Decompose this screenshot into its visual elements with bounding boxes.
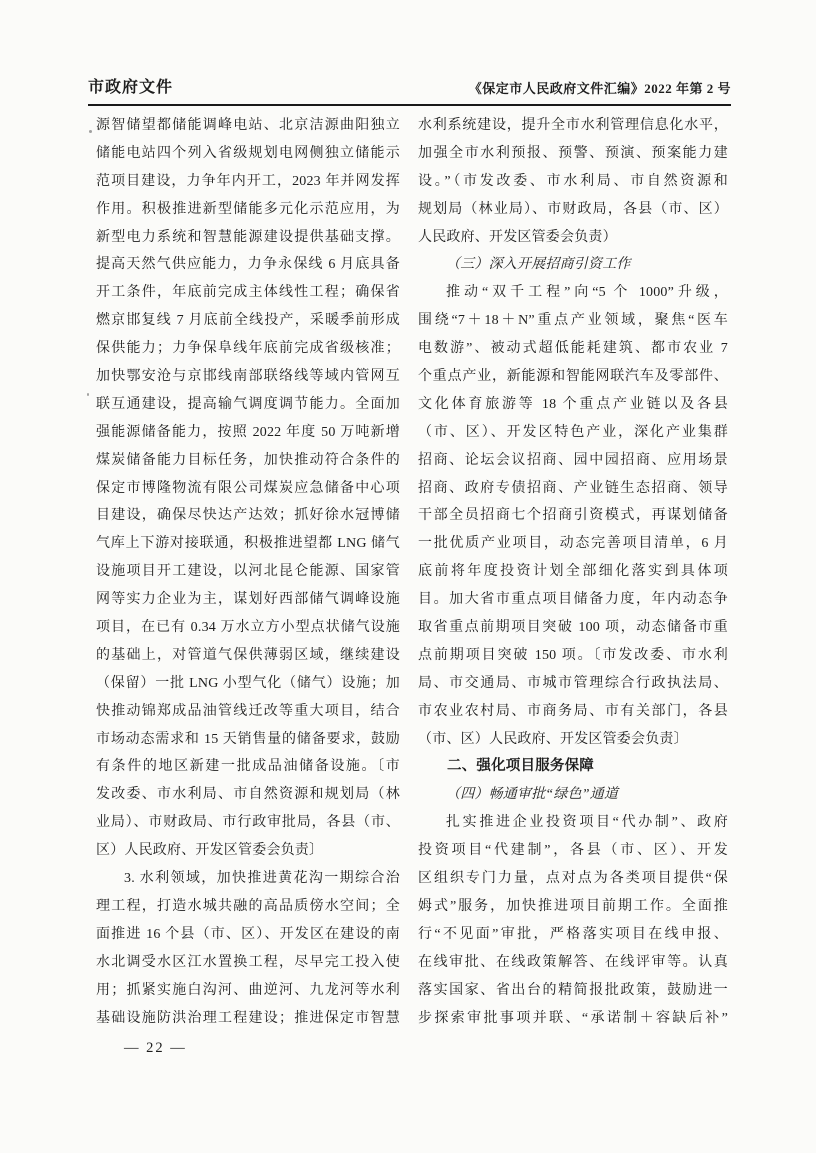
text-line: 干部全员招商七个招商引资模式，再谋划储备	[418, 508, 728, 524]
document-category-label: 市政府文件	[88, 79, 174, 96]
text-line: 设施项目开工建设，以河北昆仑能源、国家管	[96, 564, 400, 580]
text-line: 设。”（市发改委、市水利局、市自然资源和	[418, 173, 728, 189]
text-line: 联互通建设，提高输气调度调节能力。全面加	[96, 396, 400, 412]
text-line: 基础设施防洪治理工程建设；推进保定市智慧	[96, 1010, 400, 1026]
text-line: 保供能力；力争保阜线年底前完成省级核准；	[96, 341, 400, 357]
text-line: 落实国家、省出台的精简报批政策，鼓励进一	[418, 982, 728, 998]
text-line: 新型电力系统和智慧能源建设提供基础支撑。	[96, 229, 400, 245]
text-line: 有条件的地区新建一批成品油储备设施。〔市	[96, 759, 400, 775]
text-line: 强能源储备能力，按照 2022 年度 50 万吨新增	[96, 424, 400, 440]
text-line: 用；抓紧实施白沟河、曲逆河、九龙河等水利	[96, 982, 400, 998]
text-line: 市场动态需求和 15 天销售量的储备要求，鼓励	[96, 731, 400, 747]
text-line: （保留）一批 LNG 小型气化（储气）设施；加	[96, 675, 400, 691]
text-line: 规划局（林业局）、市财政局，各县（市、区）	[418, 201, 728, 217]
document-body	[96, 112, 728, 1032]
page-number: — 22 —	[124, 1040, 187, 1056]
text-line: 理工程，打造水城共融的高品质傍水空间；全	[96, 898, 400, 914]
text-line: 网等实力企业为主，谋划好西部储气调峰设施	[96, 592, 400, 608]
right-text-column	[418, 112, 728, 1032]
text-line: 面推进 16 个县（市、区）、开发区在建设的南	[96, 926, 400, 942]
text-line: 源智储望都储能调峰电站、北京洁源曲阳独立	[96, 118, 400, 133]
text-line: 目建设，确保尽快达产达效；抓好徐水冠博储	[96, 508, 400, 524]
page-header	[88, 74, 731, 106]
text-line: 一批优质产业项目，动态完善项目清单，6 月	[418, 536, 728, 552]
text-line: 推动“双千工程”向“5 个 1000”升级，	[446, 285, 728, 301]
text-line: 区）人民政府、开发区管委会负责〕	[96, 843, 324, 859]
text-line: 发改委、市水利局、市自然资源和规划局（林	[96, 787, 400, 803]
text-line: 人民政府、开发区管委会负责）	[418, 229, 617, 245]
text-line: 储能电站四个列入省级规划电网侧独立储能示	[96, 145, 400, 161]
text-line: 文化体育旅游等 18 个重点产业链以及各县	[418, 396, 728, 412]
text-line: 气库上下游对接联通，积极推进望都 LNG 储气	[96, 536, 400, 552]
text-line: 底前将年度投资计划全部细化落实到具体项	[418, 564, 728, 580]
text-line: 燃京邯复线 7 月底前全线投产，采暖季前形成	[96, 313, 400, 329]
text-line: 电数游”、被动式超低能耗建筑、都市农业 7	[418, 341, 728, 357]
text-line: 3. 水利领域，加快推进黄花沟一期综合治	[124, 871, 400, 887]
text-line: 加快鄂安沧与京邯线南部联络线等域内管网互	[96, 369, 400, 385]
text-line: 快推动锦郑成品油管线迁改等重大项目，结合	[96, 703, 400, 719]
left-text-column	[96, 112, 400, 1032]
text-line: （三）深入开展招商引资工作	[446, 257, 631, 273]
text-line: 水北调受水区江水置换工程，尽早完工投入使	[96, 954, 400, 970]
text-line: 水利系统建设，提升全市水利管理信息化水平，	[418, 118, 728, 133]
scan-speck	[87, 393, 89, 396]
text-line: 业局）、市财政局、市行政审批局，各县（市、	[96, 815, 400, 831]
text-line: 取省重点前期项目突破 100 项，动态储备市重	[418, 620, 728, 636]
text-line: 个重点产业，新能源和智能网联汽车及零部件、	[418, 369, 728, 385]
text-line: （市、区）、开发区特色产业，深化产业集群	[418, 424, 728, 440]
text-line: 二、强化项目服务保障	[447, 758, 594, 775]
text-line: 区组织专门力量，点对点为各类项目提供“保	[418, 871, 728, 887]
text-line: 保定市博隆物流有限公司煤炭应急储备中心项	[96, 480, 400, 496]
text-line: 项目，在已有 0.34 万水立方小型点状储气设施	[96, 620, 400, 636]
text-line: 扎实推进企业投资项目“代办制”、政府	[446, 815, 728, 831]
text-line: 行“不见面”审批，严格落实项目在线申报、	[418, 926, 728, 942]
text-line: 范项目建设，力争年内开工，2023 年并网发挥	[96, 173, 400, 189]
text-line: 开工条件，年底前完成主体线性工程；确保省	[96, 285, 400, 301]
scan-speck	[89, 130, 92, 133]
text-line: 局、市交通局、市城市管理综合行政执法局、	[418, 675, 728, 691]
text-line: 姆式”服务，加快推进项目前期工作。全面推	[418, 898, 728, 914]
text-line: 围绕“7＋18＋N”重点产业领域，聚焦“医车	[418, 313, 728, 329]
text-line: 的基础上，对管道气保供薄弱区域，继续建设	[96, 647, 400, 663]
text-line: 作用。积极推进新型储能多元化示范应用，为	[96, 201, 400, 217]
text-line: 加强全市水利预报、预警、预演、预案能力建	[418, 145, 728, 161]
text-line: 市农业农村局、市商务局、市有关部门，各县	[418, 703, 728, 719]
text-line: 步探索审批事项并联、“承诺制＋容缺后补”	[418, 1010, 728, 1026]
text-line: 点前期项目突破 150 项。〔市发改委、市水利	[418, 647, 728, 663]
text-line: 煤炭储备能力目标任务，加快推动符合条件的	[96, 452, 400, 468]
text-line: （市、区）人民政府、开发区管委会负责〕	[418, 731, 688, 747]
text-line: 招商、论坛会议招商、园中园招商、应用场景	[418, 452, 728, 468]
text-line: 招商、政府专债招商、产业链生态招商、领导	[418, 480, 728, 496]
text-line: 投资项目“代建制”，各县（市、区）、开发	[418, 843, 728, 859]
compilation-title: 《保定市人民政府文件汇编》2022 年第 2 号	[468, 81, 731, 96]
text-line: （四）畅通审批“绿色”通道	[446, 787, 619, 803]
text-line: 目。加大省市重点项目储备力度，年内动态争	[418, 592, 728, 608]
text-line: 提高天然气供应能力，力争永保线 6 月底具备	[96, 257, 400, 273]
text-line: 在线审批、在线政策解答、在线评审等。认真	[418, 954, 728, 970]
